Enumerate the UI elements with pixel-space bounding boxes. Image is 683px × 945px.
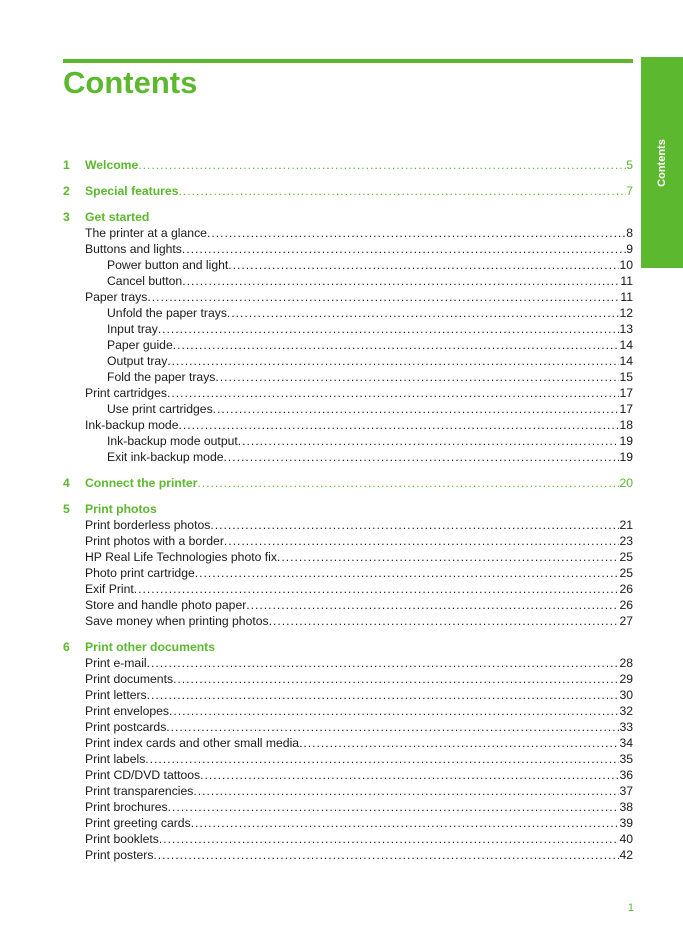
chapter-number: 1 — [63, 158, 70, 172]
entry-page-number: 40 — [619, 832, 633, 846]
entry-page-number: 26 — [619, 582, 633, 596]
entry-page-number: 11 — [620, 274, 633, 288]
entry-page-number: 37 — [619, 784, 633, 798]
chapter-page-number: 20 — [619, 476, 633, 490]
entry-page-number: 12 — [619, 306, 633, 320]
toc-entry[interactable] — [63, 719, 633, 735]
entry-page-number: 21 — [619, 518, 633, 532]
entry-page-number: 14 — [619, 354, 633, 368]
entry-title: Print letters — [85, 688, 147, 702]
entry-page-number: 17 — [619, 386, 633, 400]
toc-entry[interactable] — [63, 799, 633, 815]
entry-title: Paper guide — [107, 338, 173, 352]
dot-leader — [167, 353, 619, 369]
entry-page-number: 25 — [619, 550, 633, 564]
entry-title: Print documents — [85, 672, 174, 686]
dot-leader — [224, 449, 620, 465]
entry-page-number: 10 — [619, 258, 633, 272]
toc-entry[interactable] — [63, 565, 633, 581]
entry-page-number: 13 — [619, 322, 633, 336]
dot-leader — [173, 671, 619, 687]
toc-chapter — [63, 475, 633, 491]
entry-page-number: 19 — [619, 450, 633, 464]
entry-title: Print CD/DVD tattoos — [85, 768, 201, 782]
entry-title: HP Real Life Technologies photo fix — [85, 550, 277, 564]
dot-leader — [197, 475, 619, 491]
entry-title: Print postcards — [85, 720, 167, 734]
chapter-page-number: 5 — [626, 158, 633, 172]
dot-leader — [182, 273, 620, 289]
dot-leader — [224, 533, 620, 549]
entry-title: Use print cartridges — [107, 402, 213, 416]
dot-leader — [138, 157, 626, 173]
toc-entry[interactable] — [63, 815, 633, 831]
chapter-page-number: 7 — [626, 184, 633, 198]
entry-page-number: 11 — [620, 290, 633, 304]
dot-leader — [159, 831, 620, 847]
entry-title: Print borderless photos — [85, 518, 211, 532]
toc-entry[interactable] — [63, 417, 633, 433]
dot-leader — [227, 305, 620, 321]
chapter-title: Print other documents — [85, 640, 216, 654]
entry-title: Print brochures — [85, 800, 168, 814]
entry-title: Print cartridges — [85, 386, 167, 400]
toc-subentry[interactable] — [63, 369, 633, 385]
entry-title: Print greeting cards — [85, 816, 191, 830]
toc-chapter — [63, 157, 633, 173]
chapter-title: Connect the printer — [85, 476, 198, 490]
entry-title: Print envelopes — [85, 704, 170, 718]
toc-chapter-heading[interactable] — [63, 157, 633, 173]
toc-chapter-heading[interactable] — [63, 183, 633, 199]
toc-chapter-heading[interactable] — [63, 639, 633, 655]
dot-leader — [173, 337, 620, 353]
toc-chapter — [63, 501, 633, 629]
dot-leader — [167, 385, 619, 401]
entry-page-number: 30 — [619, 688, 633, 702]
dot-leader — [134, 581, 620, 597]
dot-leader — [299, 735, 619, 751]
toc-entry[interactable] — [63, 613, 633, 629]
entry-title: Print posters — [85, 848, 154, 862]
side-tab-label: Contents — [656, 138, 668, 187]
toc-subentry[interactable] — [63, 449, 633, 465]
dot-leader — [228, 257, 619, 273]
entry-title: Exit ink-backup mode — [107, 450, 224, 464]
toc-entry[interactable] — [63, 655, 633, 671]
page-title: Contents — [63, 65, 198, 100]
dot-leader — [182, 241, 626, 257]
entry-page-number: 19 — [619, 434, 633, 448]
entry-title: Print index cards and other small media — [85, 736, 300, 750]
toc-entry[interactable] — [63, 549, 633, 565]
toc-entry[interactable] — [63, 671, 633, 687]
entry-page-number: 33 — [619, 720, 633, 734]
entry-title: Save money when printing photos — [85, 614, 269, 628]
chapter-number: 4 — [63, 476, 70, 490]
entry-page-number: 9 — [626, 242, 633, 256]
dot-leader — [195, 565, 620, 581]
toc-entry[interactable] — [63, 831, 633, 847]
entry-title: Input tray — [107, 322, 158, 336]
toc-entry[interactable] — [63, 597, 633, 613]
toc-entry[interactable] — [63, 241, 633, 257]
entry-title: Paper trays — [85, 290, 148, 304]
chapter-number: 5 — [63, 502, 70, 516]
toc-entry[interactable] — [63, 687, 633, 703]
dot-leader — [246, 597, 619, 613]
entry-page-number: 8 — [626, 226, 633, 240]
dot-leader — [269, 613, 620, 629]
entry-page-number: 27 — [619, 614, 633, 628]
dot-leader — [178, 183, 626, 199]
entry-title: Fold the paper trays — [107, 370, 216, 384]
entry-page-number: 26 — [619, 598, 633, 612]
toc-subentry[interactable] — [63, 433, 633, 449]
entry-title: Exif Print — [85, 582, 134, 596]
toc-chapter — [63, 209, 633, 465]
dot-leader — [153, 847, 619, 863]
entry-page-number: 36 — [619, 768, 633, 782]
entry-title: Print transparencies — [85, 784, 194, 798]
toc-entry[interactable] — [63, 751, 633, 767]
dot-leader — [207, 225, 626, 241]
entry-title: Cancel button — [107, 274, 183, 288]
chapter-number: 6 — [63, 640, 70, 654]
toc-subentry[interactable] — [63, 273, 633, 289]
dot-leader — [238, 433, 620, 449]
toc-chapter-heading[interactable] — [63, 501, 633, 517]
entry-page-number: 42 — [619, 848, 633, 862]
entry-page-number: 17 — [619, 402, 633, 416]
chapter-title: Print photos — [85, 502, 157, 516]
entry-page-number: 35 — [619, 752, 633, 766]
entry-title: Buttons and lights — [85, 242, 182, 256]
entry-title: Ink-backup mode — [85, 418, 179, 432]
toc-subentry[interactable] — [63, 353, 633, 369]
dot-leader — [158, 321, 620, 337]
entry-title: Print photos with a border — [85, 534, 224, 548]
toc-entry[interactable] — [63, 517, 633, 533]
entry-title: The printer at a glance — [85, 226, 207, 240]
entry-page-number: 38 — [619, 800, 633, 814]
chapter-title: Get started — [85, 210, 150, 224]
dot-leader — [193, 783, 619, 799]
entry-title: Photo print cartridge — [85, 566, 195, 580]
entry-page-number: 28 — [619, 656, 633, 670]
entry-page-number: 18 — [619, 418, 633, 432]
entry-title: Ink-backup mode output — [107, 434, 238, 448]
entry-title: Power button and light — [107, 258, 229, 272]
toc-subentry[interactable] — [63, 401, 633, 417]
toc-entry[interactable] — [63, 225, 633, 241]
toc-entry[interactable] — [63, 735, 633, 751]
dot-leader — [147, 289, 620, 305]
toc-subentry[interactable] — [63, 257, 633, 273]
dot-leader — [277, 549, 619, 565]
entry-title: Unfold the paper trays — [107, 306, 227, 320]
entry-page-number: 32 — [619, 704, 633, 718]
dot-leader — [147, 655, 620, 671]
entry-title: Print booklets — [85, 832, 159, 846]
entry-page-number: 25 — [619, 566, 633, 580]
dot-leader — [213, 401, 620, 417]
dot-leader — [145, 751, 619, 767]
toc-entry[interactable] — [63, 581, 633, 597]
toc-chapter — [63, 183, 633, 199]
entry-page-number: 29 — [619, 672, 633, 686]
toc-subentry[interactable] — [63, 305, 633, 321]
entry-page-number: 23 — [619, 534, 633, 548]
toc-entry[interactable] — [63, 783, 633, 799]
dot-leader — [210, 517, 619, 533]
dot-leader — [168, 799, 620, 815]
toc-chapter-heading[interactable] — [63, 475, 633, 491]
toc-chapter — [63, 639, 633, 863]
dot-leader — [169, 703, 619, 719]
chapter-number: 3 — [63, 210, 70, 224]
entry-page-number: 15 — [619, 370, 633, 384]
chapter-number: 2 — [63, 184, 70, 198]
entry-page-number: 39 — [619, 816, 633, 830]
entry-page-number: 14 — [619, 338, 633, 352]
page-number: 1 — [627, 902, 634, 914]
toc-subentry[interactable] — [63, 337, 633, 353]
toc-entry[interactable] — [63, 385, 633, 401]
chapter-title: Special features — [85, 184, 179, 198]
toc-entry[interactable] — [63, 767, 633, 783]
toc-entry[interactable] — [63, 533, 633, 549]
dot-leader — [166, 719, 619, 735]
dot-leader — [191, 815, 620, 831]
entry-title: Print labels — [85, 752, 146, 766]
toc-subentry[interactable] — [63, 321, 633, 337]
table-of-contents — [63, 157, 633, 873]
dot-leader — [179, 417, 620, 433]
entry-page-number: 34 — [619, 736, 633, 750]
dot-leader — [215, 369, 619, 385]
toc-entry[interactable] — [63, 289, 633, 305]
toc-entry[interactable] — [63, 703, 633, 719]
chapter-title: Welcome — [85, 158, 139, 172]
dot-leader — [147, 687, 620, 703]
side-tab[interactable] — [641, 57, 683, 268]
entry-title: Output tray — [107, 354, 168, 368]
toc-entry[interactable] — [63, 847, 633, 863]
dot-leader — [200, 767, 619, 783]
entry-title: Store and handle photo paper — [85, 598, 247, 612]
toc-chapter-heading[interactable] — [63, 209, 633, 225]
entry-title: Print e-mail — [85, 656, 147, 670]
